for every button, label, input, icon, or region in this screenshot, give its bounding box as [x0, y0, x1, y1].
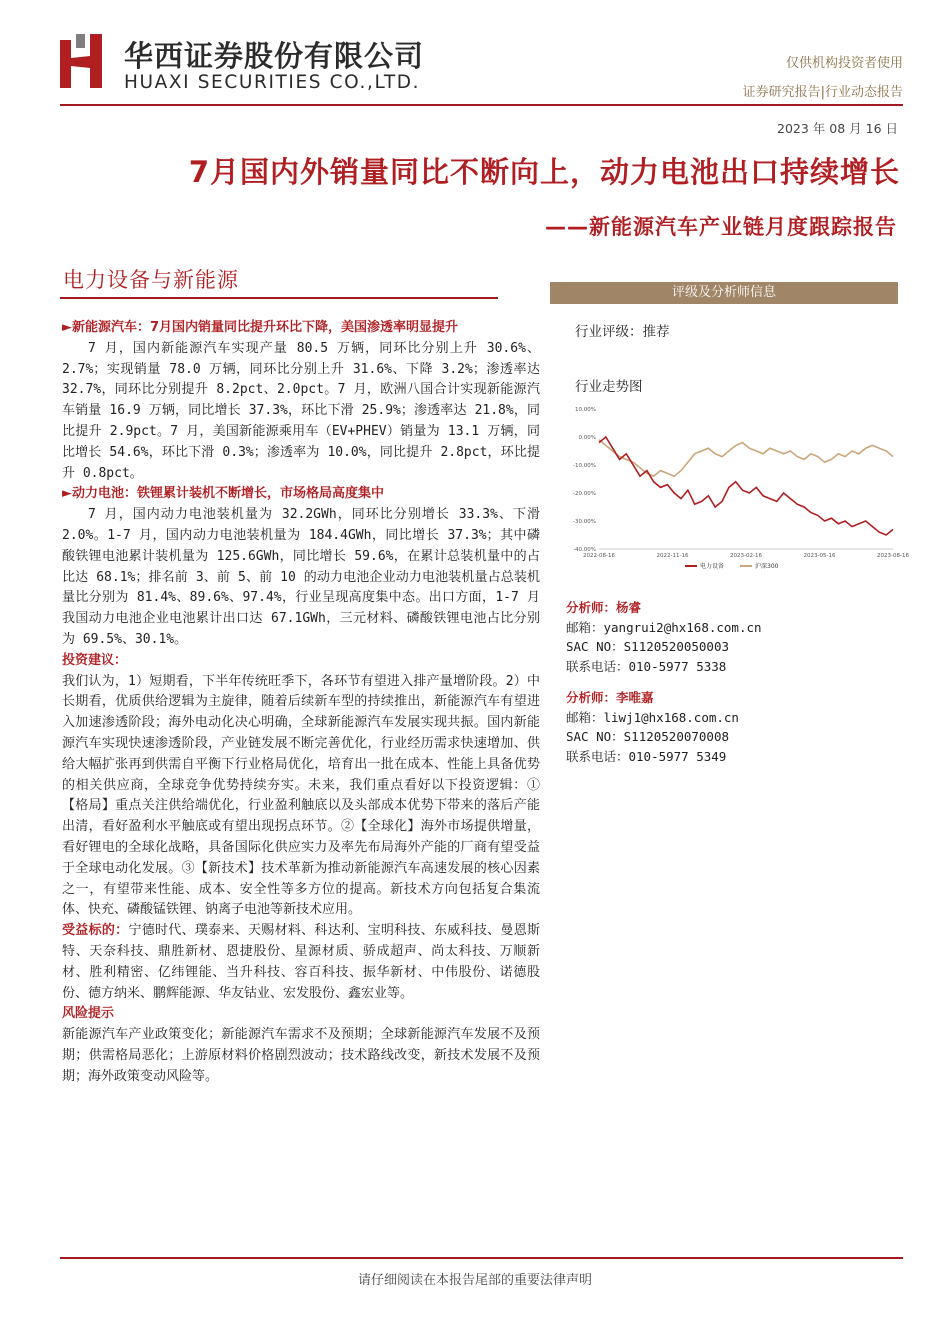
analyst-email[interactable]: 邮箱：liwj1@hx168.com.cn — [566, 709, 739, 725]
legend-label: 沪深300 — [755, 563, 779, 570]
trend-chart — [565, 403, 909, 575]
analyst-name: 分析师：杨睿 — [566, 600, 642, 615]
analyst-phone: 联系电话：010-5977 5338 — [566, 658, 727, 674]
section-advice-text: 我们认为，1）短期看，下半年传统旺季下，各环节有望进入排产量增阶段。2）中长期看，优质供给逻辑为主旋律，随着后续新车型的持续推出，新能源汽车有望进入加速渗透阶段；海外电动化决心明确，全球新能源汽车发展实现共振。国内新能源汽车实现快速渗透阶段，产业链发展不断完善优化，行业经历需求快速增加、供给大幅扩张再到供需自平衡下行业格局优化，培育出一批在成本、性能上具备优势的相关供应商，全球竞争优势持续夯实。未来，我们重点看好以下投资逻辑：①【格局】重点关注供给端优化，行业盈利触底以及头部成本优势下带来的落后产能出清，看好盈利水平触底或有望出现拐点环节。②【全球化】海外市场提供增量，看好锂电的全球化战略，具备国际化供应实力及率先布局海外产能的厂商有望受益于全球电动化发展。③【新技术】技术革新为推动新能源汽车高速发展的核心因素之一，有望带来性能、成本、安全性等多方位的提高。新技术方向包括复合集流体、快充、磷酸锰铁锂、钠离子电池等新技术应用。 — [62, 673, 540, 918]
footer-divider — [60, 1257, 903, 1259]
x-tick-label: 2023-02-16 — [730, 553, 762, 559]
report-date: 2023 年 08 月 16 日 — [777, 121, 898, 136]
company-name-cn: 华西证券股份有限公司 — [124, 39, 425, 73]
investor-only-note: 仅供机构投资者使用 — [785, 56, 903, 71]
analyst-card — [566, 598, 762, 676]
section-battery-text: 7 月，国内动力电池装机量为 32.2GWh，同环比分别增长 33.3%、下滑 2.0%。1-7 月，国内动力电池装机量为 184.4GWh，同比增长 37.3%；其中磷酸铁锂电池累计装机量为 125.6GWh，同比增长 59.6%，在累计总装机量中的占比达 68.1%；排名前 3、前 5、前 10 的动力电池企业动力电池装机量占总装机量比分别为 81.4%、89.6%、97.4%，行业呈现高度集中态。出口方面，1-7 月我国动力电池企业电池累计出口达 67.1GWh，三元材料、磷酸铁锂电池占比分别为 69.5%、30.1%。 — [62, 507, 540, 647]
x-tick-label: 2023-08-16 — [877, 553, 909, 559]
analyst-sac: SAC NO：S1120520070008 — [566, 729, 730, 744]
section-ev-text: 7 月，国内新能源汽车实现产量 80.5 万辆，同环比分别上升 30.6%、2.7%；实现销量 78.0 万辆，同环比分别上升 31.6%、下降 3.2%；渗透率达 32.7%，同环比分别提升 8.2pct、2.0pct。7 月，欧洲八国合计实现新能源汽车销量 16.9 万辆，同比增长 37.3%，环比下滑 25.9%；渗透率达 21.8%，同比提升 2.9pct。7 月，美国新能源乘用车（EV+PHEV）销量为 13.1 万辆，同比增长 54.6%，环比下滑 0.3%；渗透率为 10.0%，同比提升 2.8pct，环比提升 0.8pct。 — [62, 340, 540, 481]
x-tick-label: 2023-05-16 — [803, 553, 836, 559]
industry-rating: 行业评级：推荐 — [575, 324, 670, 340]
section-advice-heading: 投资建议： — [62, 652, 128, 668]
huaxi-logo-icon — [60, 34, 108, 88]
company-name-en: HUAXI SECURITIES CO.,LTD. — [124, 72, 421, 93]
x-tick-label: 2022-08-16 — [583, 553, 615, 559]
series-line — [599, 437, 893, 535]
report-body — [62, 318, 540, 1087]
y-tick-label: 0.00% — [578, 435, 596, 441]
legal-notice: 请仔细阅读在本报告尾部的重要法律声明 — [357, 1273, 592, 1288]
sector-name: 电力设备与新能源 — [63, 268, 239, 292]
section-beneficiaries — [62, 921, 540, 1004]
section-beneficiaries-heading: 受益标的： — [62, 923, 129, 939]
report-type: 证券研究报告|行业动态报告 — [742, 85, 903, 100]
report-title: 7月国内外销量同比不断向上，动力电池出口持续增长 — [188, 155, 900, 189]
analyst-card — [566, 688, 739, 766]
section-battery-heading: ►动力电池：铁锂累计装机不断增长，市场格局高度集中 — [62, 486, 384, 502]
sector-divider — [60, 297, 498, 299]
report-subtitle: ——新能源汽车产业链月度跟踪报告 — [545, 215, 897, 239]
analyst-name: 分析师：李唯嘉 — [566, 690, 654, 705]
section-risk-heading: 风险提示 — [62, 1006, 115, 1022]
series-line — [599, 440, 893, 476]
section-beneficiaries-text: 宁德时代、璞泰来、天赐材料、科达利、宝明科技、东威科技、曼恩斯特、天奈科技、鼎胜新材、恩捷股份、星源材质、骄成超声、尚太科技、万顺新材、胜利精密、亿纬锂能、当升科技、容百科技、振华新材、中伟股份、诺德股份、德方纳米、鹏辉能源、华友钴业、宏发股份、鑫宏业等。 — [62, 923, 540, 1001]
y-tick-label: -40.00% — [573, 547, 596, 553]
section-risk-text: 新能源汽车产业政策变化；新能源汽车需求不及预期；全球新能源汽车发展不及预期；供需格局恶化；上游原材料价格剧烈波动；技术路线改变，新技术发展不及预期；海外政策变动风险等。 — [62, 1027, 540, 1084]
legend-label: 电力设备 — [700, 563, 725, 570]
trend-chart-label: 行业走势图 — [575, 379, 643, 395]
analyst-sac: SAC NO：S1120520050003 — [566, 639, 730, 654]
y-tick-label: -30.00% — [573, 519, 596, 525]
y-tick-label: -20.00% — [573, 491, 596, 497]
analyst-phone: 联系电话：010-5977 5349 — [566, 748, 727, 764]
y-tick-label: -10.00% — [573, 463, 596, 469]
rating-box-title: 评级及分析师信息 — [550, 282, 898, 304]
x-tick-label: 2022-11-16 — [656, 553, 689, 559]
header-divider — [60, 104, 903, 106]
section-ev-heading: ►新能源汽车：7月国内销量同比提升环比下降，美国渗透率明显提升 — [62, 320, 459, 335]
y-tick-label: 10.00% — [575, 407, 596, 413]
analyst-email[interactable]: 邮箱：yangrui2@hx168.com.cn — [566, 619, 762, 635]
